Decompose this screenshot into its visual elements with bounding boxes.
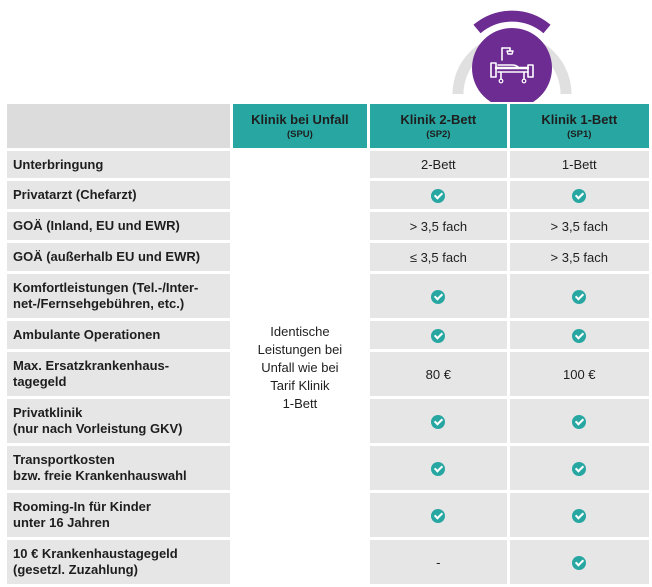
row-label-line: 10 € Krankenhaustagegeld (13, 546, 178, 561)
value-cell-sp1 (510, 493, 649, 537)
value-cell-sp1 (510, 399, 649, 443)
check-icon (431, 290, 445, 304)
value-text: 100 € (563, 366, 596, 382)
row-label (7, 399, 230, 443)
column-header-sp2 (370, 104, 506, 148)
check-icon (572, 290, 586, 304)
tariff-comparison-table (4, 101, 652, 587)
check-icon (572, 509, 586, 523)
spu-note-line: 1-Bett (282, 395, 318, 411)
value-cell-sp2 (370, 274, 506, 318)
column-name: Klinik bei Unfall (251, 111, 349, 127)
value-text: > 3,5 fach (409, 218, 468, 234)
column-header-sp1 (510, 104, 649, 148)
value-cell-sp2 (370, 446, 506, 490)
value-text: 1-Bett (561, 157, 597, 172)
column-code: (SP2) (426, 128, 451, 140)
row-label-line: GOÄ (Inland, EU und EWR) (13, 218, 180, 233)
column-code: (SPU) (286, 128, 313, 140)
value-cell-sp1 (510, 446, 649, 490)
row-label-line: Privatarzt (Chefarzt) (13, 187, 137, 202)
table-header-row (7, 104, 649, 148)
check-icon (572, 415, 586, 429)
value-text: > 3,5 fach (550, 218, 608, 234)
value-cell-sp2 (370, 540, 506, 584)
value-cell-sp2 (370, 181, 506, 209)
check-icon (431, 509, 445, 523)
row-label-line: (nur nach Vorleistung GKV) (13, 421, 183, 436)
check-icon (572, 189, 586, 203)
row-label (7, 274, 230, 318)
check-icon (572, 556, 586, 570)
spu-note-line: Identische (270, 323, 330, 339)
header-corner (7, 104, 230, 148)
value-cell-sp1 (510, 181, 649, 209)
value-text: ≤ 3,5 fach (409, 249, 467, 265)
row-label (7, 212, 230, 240)
value-cell-sp1 (510, 243, 649, 271)
value-text: 80 € (425, 366, 451, 382)
value-cell-sp2 (370, 212, 506, 240)
column-name: Klinik 1-Bett (541, 111, 618, 127)
row-label-line: Rooming-In für Kinder (13, 499, 151, 514)
value-cell-sp2 (370, 151, 506, 178)
value-cell-sp2 (370, 399, 506, 443)
value-cell-sp2 (370, 493, 506, 537)
row-label (7, 243, 230, 271)
value-cell-sp2 (370, 321, 506, 349)
value-cell-sp1 (510, 274, 649, 318)
column-header-spu (233, 104, 367, 148)
row-label-line: Komfortleistungen (Tel.-/Inter- (13, 280, 199, 295)
row-label-line: Transportkosten (13, 452, 115, 467)
row-label (7, 151, 230, 178)
row-label (7, 321, 230, 349)
row-label (7, 493, 230, 537)
row-label-line: (gesetzl. Zuzahlung) (13, 562, 138, 577)
value-text: > 3,5 fach (550, 249, 608, 265)
row-label-line: unter 16 Jahren (13, 515, 110, 530)
row-label-line: tagegeld (13, 374, 67, 389)
row-label-line: Privatklinik (13, 405, 83, 420)
check-icon (431, 415, 445, 429)
value-text: 2-Bett (420, 157, 456, 172)
row-label-line: bzw. freie Krankenhauswahl (13, 468, 187, 483)
row-label (7, 352, 230, 396)
row-label (7, 540, 230, 584)
row-label-line: Ambulante Operationen (13, 327, 161, 342)
column-name: Klinik 2-Bett (400, 111, 477, 127)
check-icon (431, 329, 445, 343)
spu-note-line: Leistungen bei (257, 341, 343, 357)
row-label-line: net-/Fernsehgebühren, etc.) (13, 296, 185, 311)
value-cell-sp2 (370, 352, 506, 396)
spu-note-line: Unfall wie bei (261, 359, 339, 375)
row-label-line: Max. Ersatzkrankenhaus- (13, 358, 170, 373)
value-cell-sp1 (510, 321, 649, 349)
row-label-line: Unterbringung (13, 156, 104, 172)
row-label-line: GOÄ (außerhalb EU und EWR) (13, 249, 201, 264)
check-icon (431, 189, 445, 203)
row-label (7, 181, 230, 209)
value-text: - (436, 554, 441, 570)
table-row (7, 151, 649, 178)
check-icon (572, 462, 586, 476)
row-label (7, 446, 230, 490)
value-cell-sp1 (510, 352, 649, 396)
check-icon (572, 329, 586, 343)
value-cell-sp1 (510, 540, 649, 584)
spu-note-cell (233, 151, 367, 584)
value-cell-sp2 (370, 243, 506, 271)
tariff-badge (446, 8, 578, 102)
column-code: (SP1) (567, 128, 592, 140)
value-cell-sp1 (510, 212, 649, 240)
value-cell-sp1 (510, 151, 649, 178)
spu-note-line: Tarif Klinik (270, 377, 330, 393)
check-icon (431, 462, 445, 476)
